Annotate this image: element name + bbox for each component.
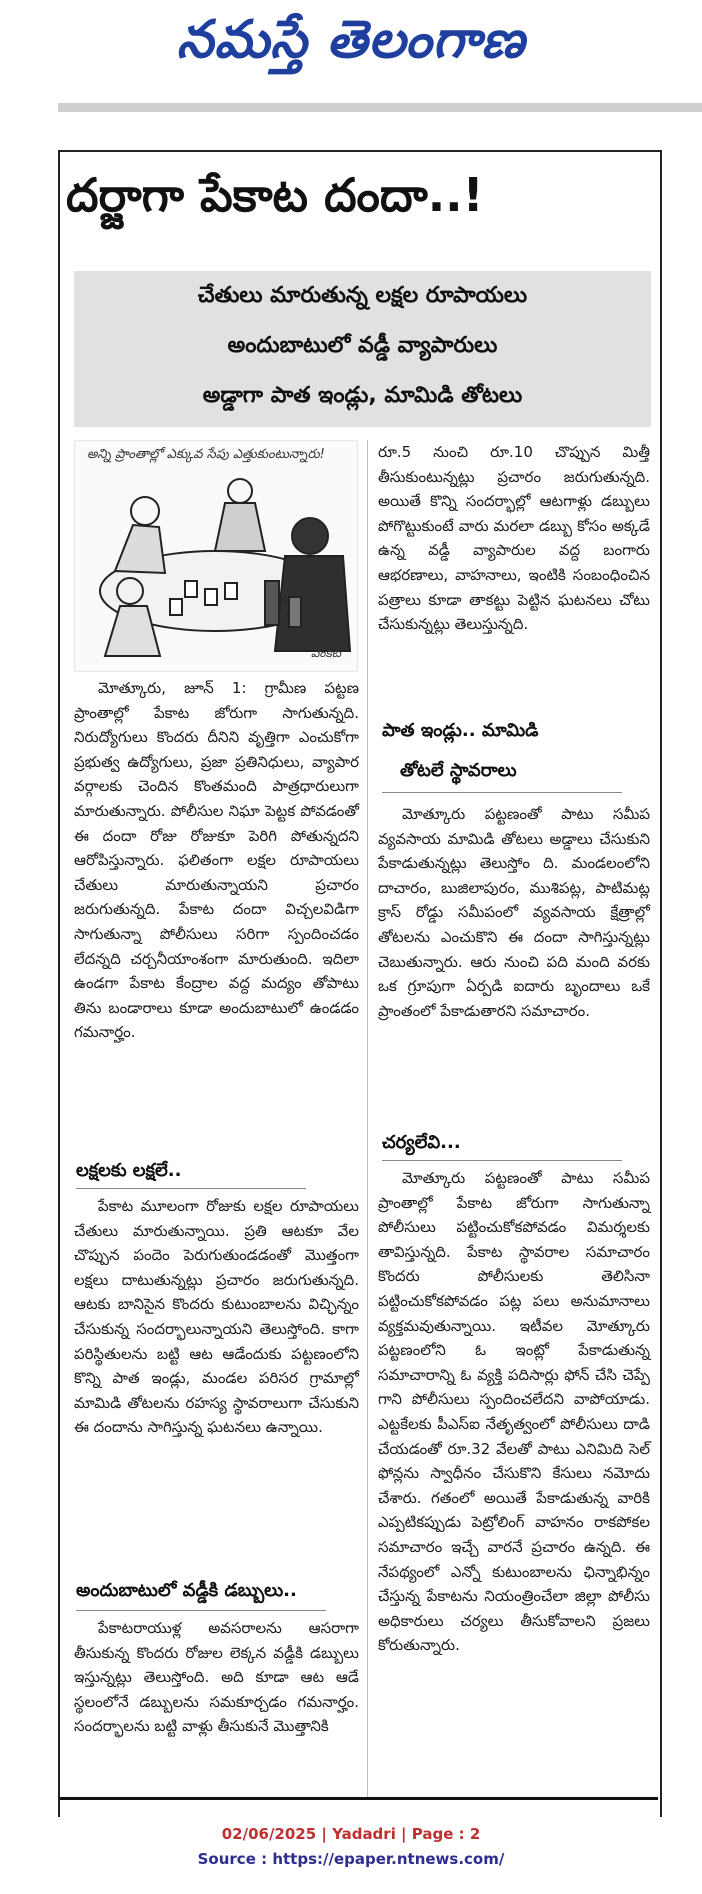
cartoon-drawing	[75, 441, 357, 671]
cartoon-caption: అన్ని ప్రాంతాల్లో ఎక్కువ సేపు ఎత్తుకుంటున్నారు!	[87, 447, 325, 462]
masthead-logo: నమస్తే తెలంగాణ	[176, 9, 526, 70]
left-para-2: పేకాట మూలంగా రోజుకు లక్షల రూపాయలు చేతులు మారుతున్నాయి. ప్రతి ఆటకూ వేల చొప్పున పందెం పెరుగుతుండడంతో మొత్తంగా లక్షలు దాటుతున్నట్లు ప్రచారం జరుగుతున్నది. ఆటకు బానిసైన కొందరు కుటుంబాలను విచ్ఛిన్నం చేసుకున్న సందర్భాలున్నాయని తెలుస్తోంది. కాగా పరిస్థితులను బట్టి ఆట ఆడేందుకు పట్టణంలోని కొన్ని పాత ఇండ్లు, మండల పరిసర గ్రామాల్లో మామిడి తోటలను రహస్య స్థావరాలుగా చేసుకుని ఈ దందాను సాగిస్తున్న ఘటనలు ఉన్నాయి.	[74, 1197, 359, 1437]
left-section-1-title: లక్షలకు లక్షలే..	[76, 1160, 182, 1181]
right-para-2: మోత్కూరు పట్టణంతో పాటు సమీప వ్యవసాయ మామిడి తోటలు అడ్డాలు చేసుకుని పేకాడుతున్నట్లు తెలుస్తోం ది. మండలంలోని దాచారం, బుజిలాపురం, ముశిపట్ల, పాటిమట్ల క్రాస్ రోడ్డు సమీపంలో వ్యవసాయ క్షేత్రాల్లో తోటలను ఎంచుకొని ఈ దందా సాగిస్తున్నట్లు చెబుతున్నారు. ఆరు నుంచి పది మంది వరకు ఒక గ్రూపుగా ఏర్పడి ఐదారు బృందాలు ఒకే ప్రాంతంలో పేకాడుతారని సమాచారం.	[378, 805, 650, 1020]
footer-source-link[interactable]: Source : https://epaper.ntnews.com/	[197, 1850, 505, 1868]
masthead	[0, 0, 702, 100]
right-section-1-rule	[382, 792, 622, 793]
left-section-2-rule	[76, 1610, 326, 1611]
left-section-2-title: అందుబాటులో వడ్డీకి డబ్బులు..	[76, 1580, 297, 1601]
subhead-line-1: చేతులు మారుతున్న లక్షల రూపాయలు	[197, 283, 528, 308]
left-para-3: పేకాటరాయుళ్ల అవసరాలను ఆసరాగా తీసుకున్న కొందరు రోజుల లెక్కన వడ్డీకి డబ్బులు ఇస్తున్నట్లు తెలుస్తోంది. అది కూడా ఆట ఆడే స్థలంలోనే డబ్బులను సమకూర్చడం గమనార్హం. సందర్భాలను బట్టి వాళ్లు తీసుకునే మొత్తానికి	[74, 1619, 359, 1736]
right-para-1: రూ.5 నుంచి రూ.10 చొప్పున మిత్తీ తీసుకుంటున్నట్లు ప్రచారం జరుగుతున్నది. అయితే కొన్ని సందర్భాల్లో ఆటగాళ్లు డబ్బులు పోగొట్టుకుంటే వారు మరలా డబ్బు కోసం అక్కడే ఉన్న వడ్డీ వ్యాపారుల వద్ద బంగారు ఆభరణాలు, వాహనాలు, ఇంటికి సంబంధించిన పత్రాలు కూడా తాకట్టు పెట్టిన ఘటనలు చోటు చేసుకున్నట్లు తెలుస్తున్నది.	[378, 443, 650, 634]
right-section-1-title-line1: పాత ఇండ్లు.. మామిడి	[382, 720, 539, 741]
bottom-rule	[60, 1797, 658, 1800]
left-para-1: మోత్కూరు, జూన్ 1: గ్రామీణ పట్టణ ప్రాంతాల్లో పేకాట జోరుగా సాగుతున్నది. నిరుద్యోగులు కొందరు దీనిని వృత్తిగా ఎంచుకోగా ప్రభుత్వ ఉద్యోగులు, ప్రజా ప్రతినిధులు, వ్యాపార వర్గాలకు చెందిన కొంతమంది పాత్రధారులుగా మారుతున్నారు. పోలీసుల నిఘా పెట్టక పోవడంతో ఈ దందా రోజు రోజుకూ పెరిగి పోతున్నదని ఆరోపిస్తున్నారు. ఫలితంగా లక్షల రూపాయలు చేతులు మారుతున్నాయని ప్రచారం జరుగుతున్నది. పేకాట దందా విచ్చలవిడిగా సాగుతున్నా పోలీసులు సరిగా స్పందించడం లేదన్నది చర్చనీయాంశంగా మారుతుంది. ఇదిలా ఉండగా పేకాట కేంద్రాల వద్ద మద్యం తోపాటు తిను బండారాలు కూడా అందుబాటులో ఉండడం గమనార్హం.	[74, 679, 359, 1042]
right-section-2-rule	[382, 1160, 622, 1161]
masthead-rule	[58, 103, 702, 112]
subhead-line-2: అందుబాటులో వడ్డీ వ్యాపారులు	[227, 333, 498, 358]
cartoon-illustration	[74, 440, 358, 672]
cartoonist-signature: వెంకట్	[310, 646, 341, 660]
footer-date-edition: 02/06/2025 | Yadadri | Page : 2	[221, 1825, 481, 1843]
subhead-box	[74, 271, 651, 427]
subhead-line-3: అడ్డాగా పాత ఇండ్లు, మామిడి తోటలు	[202, 383, 523, 408]
left-section-1-rule	[76, 1188, 306, 1189]
right-para-3: మోత్కూరు పట్టణంతో పాటు సమీప ప్రాంతాల్లో పేకాట జోరుగా సాగుతున్నా పోలీసులు పట్టించుకోకపోవడం విమర్శలకు తావిస్తున్నది. పేకాట స్థావరాల సమాచారం కొందరు పోలీసులకు తెలిసినా పట్టించుకోకపోవడం పట్ల పలు అనుమానాలు వ్యక్తమవుతున్నాయి. ఇటీవల మోత్కూరు పట్టణంలోని ఓ ఇంట్లో పేకాడుతున్న సమాచారాన్ని ఓ వ్యక్తి పదిసార్లు ఫోన్ చేసి చెప్పే గాని పోలీసులు స్పందించలేదని వాపోయాడు. ఎట్టకేలకు పీఎస్ఐ నేతృత్వంలో పోలీసులు దాడి చేయడంతో రూ.32 వేలతో పాటు ఎనిమిది సెల్ ఫోన్లను స్వాధీనం చేసుకొని కేసులు నమోదు చేశారు. గతంలో అయితే పేకాడుతున్న వారికి ఎప్పటికప్పుడు పెట్రోలింగ్ వాహనం రాకపోకల సమాచారం ఇచ్చే వారనే ప్రచారం ఉన్నది. ఈ నేపథ్యంలో ఎన్నో కుటుంబాలను ఛిన్నాభిన్నం చేస్తున్న పేకాటను నియంత్రించేలా జిల్లా పోలీసు అధికారులు చర్యలు తీసుకోవాలని ప్రజలు కోరుతున్నారు.	[378, 1169, 650, 1655]
right-section-2-title: చర్యలేవి...	[382, 1132, 461, 1153]
column-divider	[367, 440, 368, 1800]
article-headline: దర్జాగా పేకాట దందా..!	[66, 168, 484, 222]
right-section-1-title-line2: తోటలే స్థావరాలు	[400, 760, 517, 781]
